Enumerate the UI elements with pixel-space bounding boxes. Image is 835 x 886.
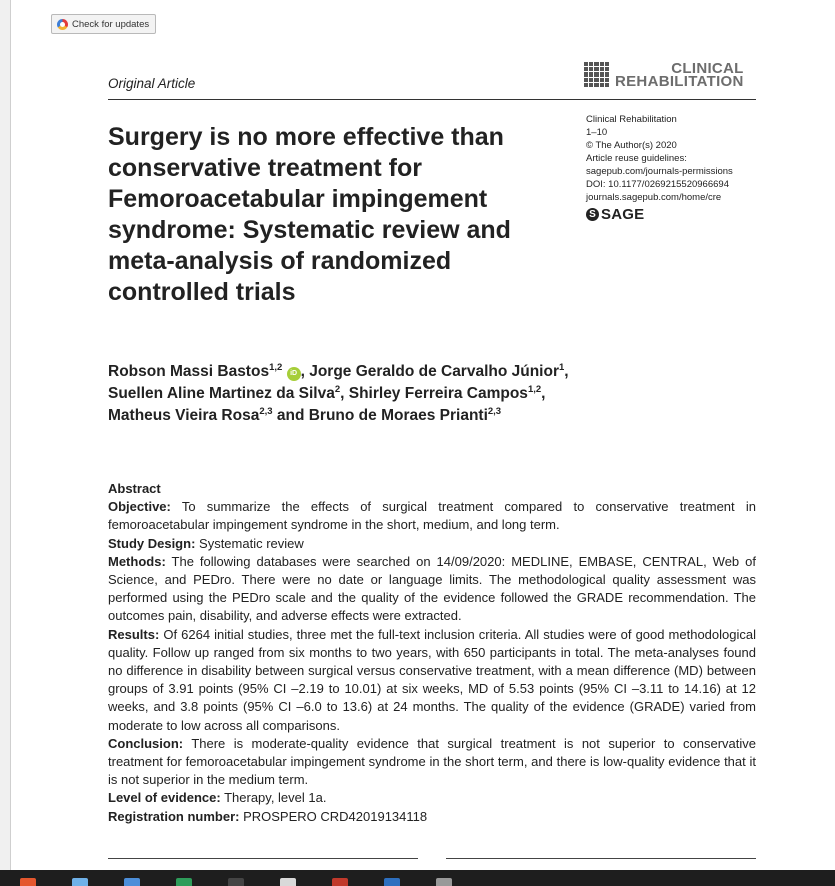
abstract: [108, 480, 756, 826]
sage-logo-text: SAGE: [601, 206, 645, 223]
meta-home-link[interactable]: journals.sagepub.com/home/cre: [586, 192, 722, 203]
author-name: and Bruno de Moraes Prianti: [272, 407, 488, 424]
abstract-conclusion: Conclusion: There is moderate-quality evidence that surgical treatment is not superior to conservative treatment for femoroacetabular impingement syndrome in the short term, and there is low-quality evidence that it is not superior in the medium term.: [108, 735, 756, 788]
author-name: , Jorge Geraldo de Carvalho Júnior: [300, 363, 559, 380]
author-list: [108, 361, 668, 427]
article-title: Surgery is no more effective than conservative treatment for Femoroacetabular impingement syndrome: Systematic review and meta-analysis of randomized controlled trials: [108, 123, 511, 306]
article-meta: [586, 113, 786, 204]
check-for-updates-label: Check for updates: [72, 18, 150, 30]
article-type: Original Article: [108, 76, 196, 91]
footnote-rule-right: [446, 858, 756, 859]
journal-logo: [584, 62, 744, 88]
check-for-updates-button[interactable]: [51, 14, 156, 34]
affiliation-mark: 1: [559, 361, 565, 373]
affiliation-mark: 2,3: [259, 405, 273, 417]
meta-reuse-link[interactable]: sagepub.com/journals-permissions: [586, 166, 733, 177]
abstract-results: Results: Of 6264 initial studies, three met the full-text inclusion criteria. All studies were of good methodological quality. Follow up ranged from six months to two years, with 650 participants in total. The meta-analyses found no difference in disability between surgical versus conservative treatment, with a mean difference (MD) between groups of 3.91 points (95% CI –2.19 to 10.01) at six weeks, MD of 5.53 points (95% CI –3.11 to 14.16) at 12 weeks, and 3.8 points (95% CI –6.0 to 13.6) at 24 months. The quality of the evidence (GRADE) varied from moderate to low across all comparisons.: [108, 626, 756, 733]
pdf-page: [10, 0, 835, 870]
taskbar-app-icon[interactable]: [436, 878, 452, 886]
author-name: Matheus Vieira Rosa: [108, 407, 260, 424]
taskbar-app-icon[interactable]: [20, 878, 36, 886]
taskbar-app-icon[interactable]: [124, 878, 140, 886]
taskbar-app-icon[interactable]: [228, 878, 244, 886]
meta-journal: Clinical Rehabilitation: [586, 114, 677, 125]
affiliation-mark: 2: [334, 383, 341, 395]
author-name: Suellen Aline Martinez da Silva: [108, 385, 335, 402]
sage-logo: [586, 206, 644, 223]
journal-logo-grid-icon: [584, 62, 609, 87]
author-name: , Shirley Ferreira Campos: [340, 385, 528, 402]
header-rule: [108, 99, 756, 100]
taskbar-app-icon[interactable]: [384, 878, 400, 886]
meta-copyright: © The Author(s) 2020: [586, 140, 677, 151]
author-separator: ,: [541, 385, 546, 402]
taskbar: [0, 870, 835, 886]
crossmark-icon: [57, 19, 68, 30]
affiliation-mark: 1,2: [269, 361, 283, 373]
affiliation-mark: 2,3: [487, 405, 502, 417]
meta-reuse: Article reuse guidelines:: [586, 153, 687, 164]
affiliation-mark: 1,2: [527, 383, 542, 395]
taskbar-app-icon[interactable]: [72, 878, 88, 886]
author-name: Robson Massi Bastos: [108, 363, 270, 380]
journal-name: CLINICAL REHABILITATION: [615, 60, 744, 90]
sage-icon: S: [586, 208, 599, 221]
meta-pages: 1–10: [586, 127, 608, 138]
taskbar-app-icon[interactable]: [280, 878, 296, 886]
abstract-level: Level of evidence: Therapy, level 1a.: [108, 790, 327, 806]
taskbar-app-icon[interactable]: [332, 878, 348, 886]
taskbar-app-icon[interactable]: [176, 878, 192, 886]
abstract-registration: Registration number: PROSPERO CRD42019134118: [108, 808, 428, 824]
abstract-methods: Methods: The following databases were searched on 14/09/2020: MEDLINE, EMBASE, CENTRAL, Web of Science, and PEDro. There were no date or language limits. The methodological quality assessment was performed using the PEDro scale and the quality of the evidence followed the GRADE recommendation. The outcomes pain, disability, and adverse effects were extracted.: [108, 553, 756, 624]
meta-doi[interactable]: DOI: 10.1177/0269215520966694: [586, 179, 729, 190]
abstract-objective: Objective: To summarize the effects of surgical treatment compared to conservative treatment in femoroacetabular impingement syndrome in the short, medium, and long term.: [108, 499, 756, 533]
abstract-design: Study Design: Systematic review: [108, 535, 304, 551]
footnote-rule-left: [108, 858, 418, 859]
abstract-heading: Abstract: [108, 481, 161, 496]
orcid-icon[interactable]: iD: [287, 367, 301, 381]
author-separator: ,: [564, 363, 569, 380]
